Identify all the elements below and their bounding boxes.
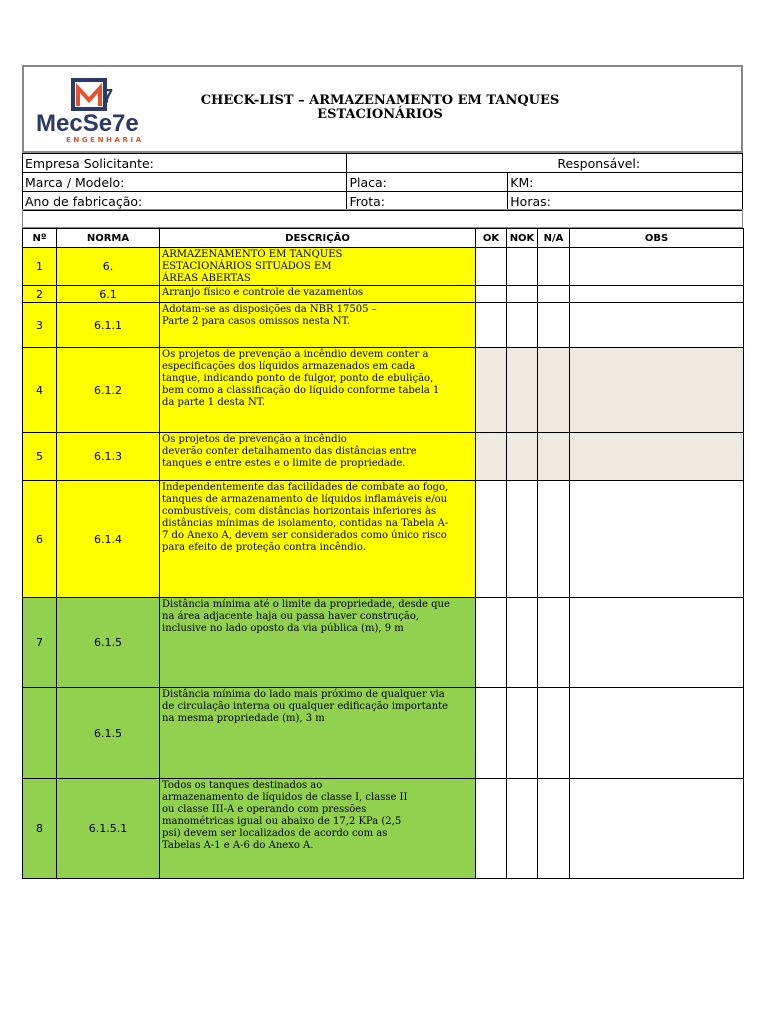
spacer-row <box>22 209 743 228</box>
na-cell[interactable] <box>538 303 570 348</box>
page-title: CHECK-LIST – ARMAZENAMENTO EM TANQUES ESTACIONÁRIOS <box>200 93 560 122</box>
nok-cell[interactable] <box>507 348 538 433</box>
row-norma: 6.1.5 <box>57 688 160 779</box>
row-number: 7 <box>23 598 57 688</box>
field-km[interactable]: KM: <box>508 173 743 192</box>
obs-cell[interactable] <box>570 303 744 348</box>
row-description: ARMAZENAMENTO EM TANQUES ESTACIONÁRIOS SITUADOS EM ÁREAS ABERTAS <box>160 248 476 286</box>
na-cell[interactable] <box>538 286 570 303</box>
table-header-row <box>23 229 744 248</box>
field-horas[interactable]: Horas: <box>508 192 743 211</box>
nok-cell[interactable] <box>507 248 538 286</box>
col-na: N/A <box>538 229 570 248</box>
row-description: Os projetos de prevenção a incêndio devem conter a especificações dos líquidos armazenados em cada tanque, indicando ponto de fulgor, ponto de ebulição, bem como a classificação do líquido conforme tabela 1 da parte 1 desta NT. <box>160 348 476 433</box>
na-cell[interactable] <box>538 779 570 879</box>
field-empresa[interactable]: Empresa Solicitante: <box>23 154 347 173</box>
col-obs: OBS <box>570 229 744 248</box>
row-description: Adotam-se as disposições da NBR 17505 – Parte 2 para casos omissos nesta NT. <box>160 303 476 348</box>
field-responsavel[interactable]: Responsável: <box>347 154 743 173</box>
row-number: 6 <box>23 481 57 598</box>
table-row <box>23 303 744 348</box>
obs-cell[interactable] <box>570 433 744 481</box>
ok-cell[interactable] <box>476 348 507 433</box>
row-norma: 6.1 <box>57 286 160 303</box>
row-norma: 6.1.5 <box>57 598 160 688</box>
row-description: Os projetos de prevenção a incêndio deverão conter detalhamento das distâncias entre tanques e entre estes e o limite de propriedade. <box>160 433 476 481</box>
nok-cell[interactable] <box>507 598 538 688</box>
field-frota[interactable]: Frota: <box>347 192 508 211</box>
col-nok: NOK <box>507 229 538 248</box>
ok-cell[interactable] <box>476 779 507 879</box>
col-num: Nº <box>23 229 57 248</box>
ok-cell[interactable] <box>476 481 507 598</box>
row-norma: 6.1.3 <box>57 433 160 481</box>
logo-subtext: ENGENHARIA <box>66 136 144 144</box>
table-row <box>23 779 744 879</box>
info-table <box>22 153 743 211</box>
na-cell[interactable] <box>538 688 570 779</box>
na-cell[interactable] <box>538 433 570 481</box>
row-norma: 6.1.4 <box>57 481 160 598</box>
row-description: Arranjo físico e controle de vazamentos <box>160 286 476 303</box>
obs-cell[interactable] <box>570 348 744 433</box>
table-row <box>23 433 744 481</box>
table-row <box>23 481 744 598</box>
obs-cell[interactable] <box>570 598 744 688</box>
field-placa[interactable]: Placa: <box>347 173 508 192</box>
field-marca-modelo[interactable]: Marca / Modelo: <box>23 173 347 192</box>
row-description: Todos os tanques destinados ao armazenamento de líquidos de classe I, classe II ou classe III-A e operando com pressões manométricas igual ou abaixo de 17,2 KPa (2,5 psi) devem ser localizados de acordo com as Tabelas A-1 e A-6 do Anexo A. <box>160 779 476 879</box>
table-row <box>23 688 744 779</box>
row-description: Distância mínima do lado mais próximo de qualquer via de circulação interna ou qualquer edificação importante na mesma propriedade (m), 3 m <box>160 688 476 779</box>
ok-cell[interactable] <box>476 286 507 303</box>
na-cell[interactable] <box>538 348 570 433</box>
nok-cell[interactable] <box>507 286 538 303</box>
na-cell[interactable] <box>538 481 570 598</box>
row-number: 4 <box>23 348 57 433</box>
row-number: 1 <box>23 248 57 286</box>
row-description: Independentemente das facilidades de combate ao fogo, tanques de armazenamento de líquidos inflamáveis e/ou combustíveis, com distâncias horizontais inferiores às distâncias mínimas de isolamento, contidas na Tabela A- 7 do Anexo A, devem ser considerados como único risco para efeito de proteção contra incêndio. <box>160 481 476 598</box>
ok-cell[interactable] <box>476 303 507 348</box>
table-row <box>23 348 744 433</box>
table-row <box>23 286 744 303</box>
nok-cell[interactable] <box>507 433 538 481</box>
ok-cell[interactable] <box>476 598 507 688</box>
na-cell[interactable] <box>538 598 570 688</box>
nok-cell[interactable] <box>507 481 538 598</box>
table-row <box>23 598 744 688</box>
nok-cell[interactable] <box>507 303 538 348</box>
obs-cell[interactable] <box>570 481 744 598</box>
table-row <box>23 248 744 286</box>
row-norma: 6.1.2 <box>57 348 160 433</box>
nok-cell[interactable] <box>507 688 538 779</box>
row-number: 2 <box>23 286 57 303</box>
ok-cell[interactable] <box>476 248 507 286</box>
row-number <box>23 688 57 779</box>
svg-text:7: 7 <box>102 86 114 108</box>
obs-cell[interactable] <box>570 688 744 779</box>
row-description: Distância mínima até o limite da propriedade, desde que na área adjacente haja ou passa haver construção, inclusive no lado oposto da via pública (m), 9 m <box>160 598 476 688</box>
col-norma: NORMA <box>57 229 160 248</box>
ok-cell[interactable] <box>476 688 507 779</box>
row-norma: 6. <box>57 248 160 286</box>
na-cell[interactable] <box>538 248 570 286</box>
logo-text: MecSe7e <box>36 110 139 137</box>
obs-cell[interactable] <box>570 286 744 303</box>
row-norma: 6.1.5.1 <box>57 779 160 879</box>
row-number: 3 <box>23 303 57 348</box>
obs-cell[interactable] <box>570 779 744 879</box>
row-norma: 6.1.1 <box>57 303 160 348</box>
company-logo <box>36 76 146 146</box>
obs-cell[interactable] <box>570 248 744 286</box>
row-number: 5 <box>23 433 57 481</box>
col-descricao: DESCRIÇÃO <box>160 229 476 248</box>
field-ano-fabricacao[interactable]: Ano de fabricação: <box>23 192 347 211</box>
col-ok: OK <box>476 229 507 248</box>
row-number: 8 <box>23 779 57 879</box>
nok-cell[interactable] <box>507 779 538 879</box>
checklist-table <box>22 228 744 879</box>
ok-cell[interactable] <box>476 433 507 481</box>
